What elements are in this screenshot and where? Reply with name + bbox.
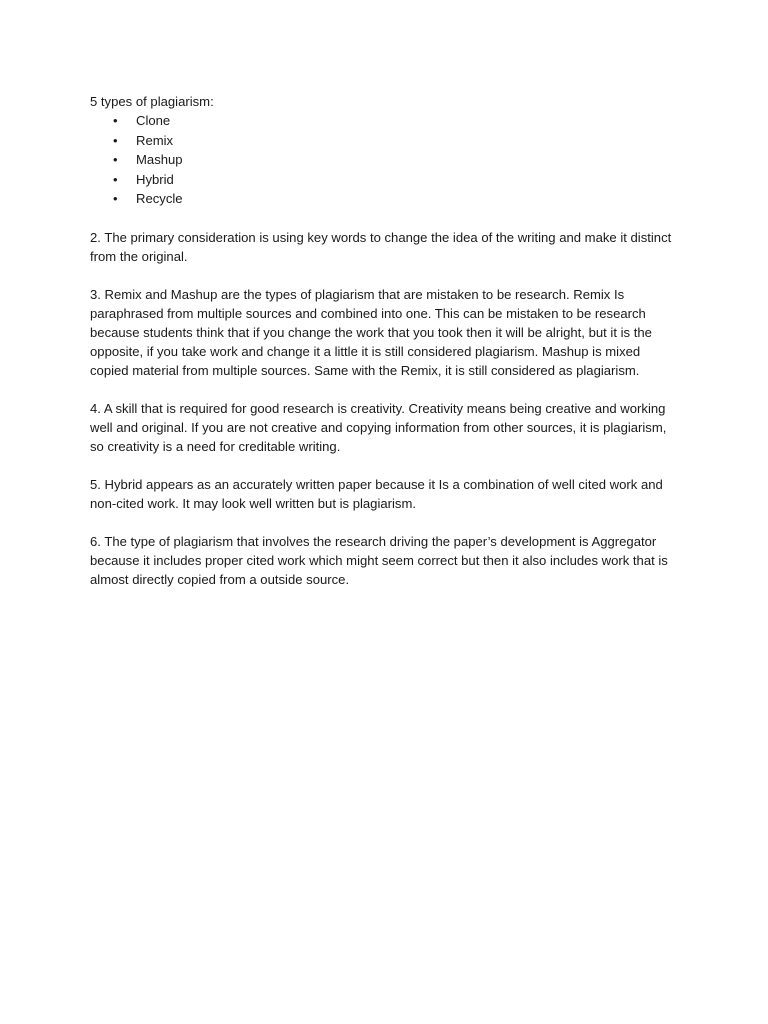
list-item-label: Hybrid xyxy=(136,171,174,187)
bullet-icon: • xyxy=(113,113,118,128)
bullet-icon: • xyxy=(113,191,118,206)
list-item xyxy=(90,131,680,151)
answer-paragraph: 6. The type of plagiarism that involves the research driving the paper’s development is Aggregator because it includes proper cited work which might seem correct but then it also includes work that is almost directly copied from a outside source. xyxy=(90,533,668,587)
answer-paragraph: 3. Remix and Mashup are the types of plagiarism that are mistaken to be research. Remix Is paraphrased from multiple sources and combined into one. This can be mistaken to be research because students think that if you change the work that you took then it will be alright, but it is the opposite, if you take work and change it a little it is still considered plagiarism. Mashup is mixed copied material from multiple sources. Same with the Remix, it is still considered as plagiarism. xyxy=(90,286,652,378)
list-item-label: Mashup xyxy=(136,152,183,167)
bullet-icon: • xyxy=(113,152,118,167)
list-item xyxy=(90,189,680,209)
list-item-label: Recycle xyxy=(136,191,183,206)
answer-paragraph: 5. Hybrid appears as an accurately written paper because it Is a combination of well cited work and non-cited work. It may look well written but is plagiarism. xyxy=(90,476,663,511)
list-item-label: Clone xyxy=(136,113,171,128)
plagiarism-types-list xyxy=(90,111,680,209)
list-item xyxy=(90,170,680,190)
document-body xyxy=(90,92,680,589)
answer-paragraph: 2. The primary consideration is using key words to change the idea of the writing and make it distinct from the original. xyxy=(90,229,672,264)
list-item xyxy=(90,150,680,170)
bullet-icon: • xyxy=(113,132,118,148)
intro-line: 5 types of plagiarism: xyxy=(90,94,214,109)
bullet-icon: • xyxy=(113,171,118,187)
list-item xyxy=(90,111,680,131)
answer-paragraph: 4. A skill that is required for good research is creativity. Creativity means being creative and working well and original. If you are not creative and copying information from other sources, it is plagiarism, so creativity is a need for creditable writing. xyxy=(90,400,667,454)
list-item-label: Remix xyxy=(136,132,174,148)
